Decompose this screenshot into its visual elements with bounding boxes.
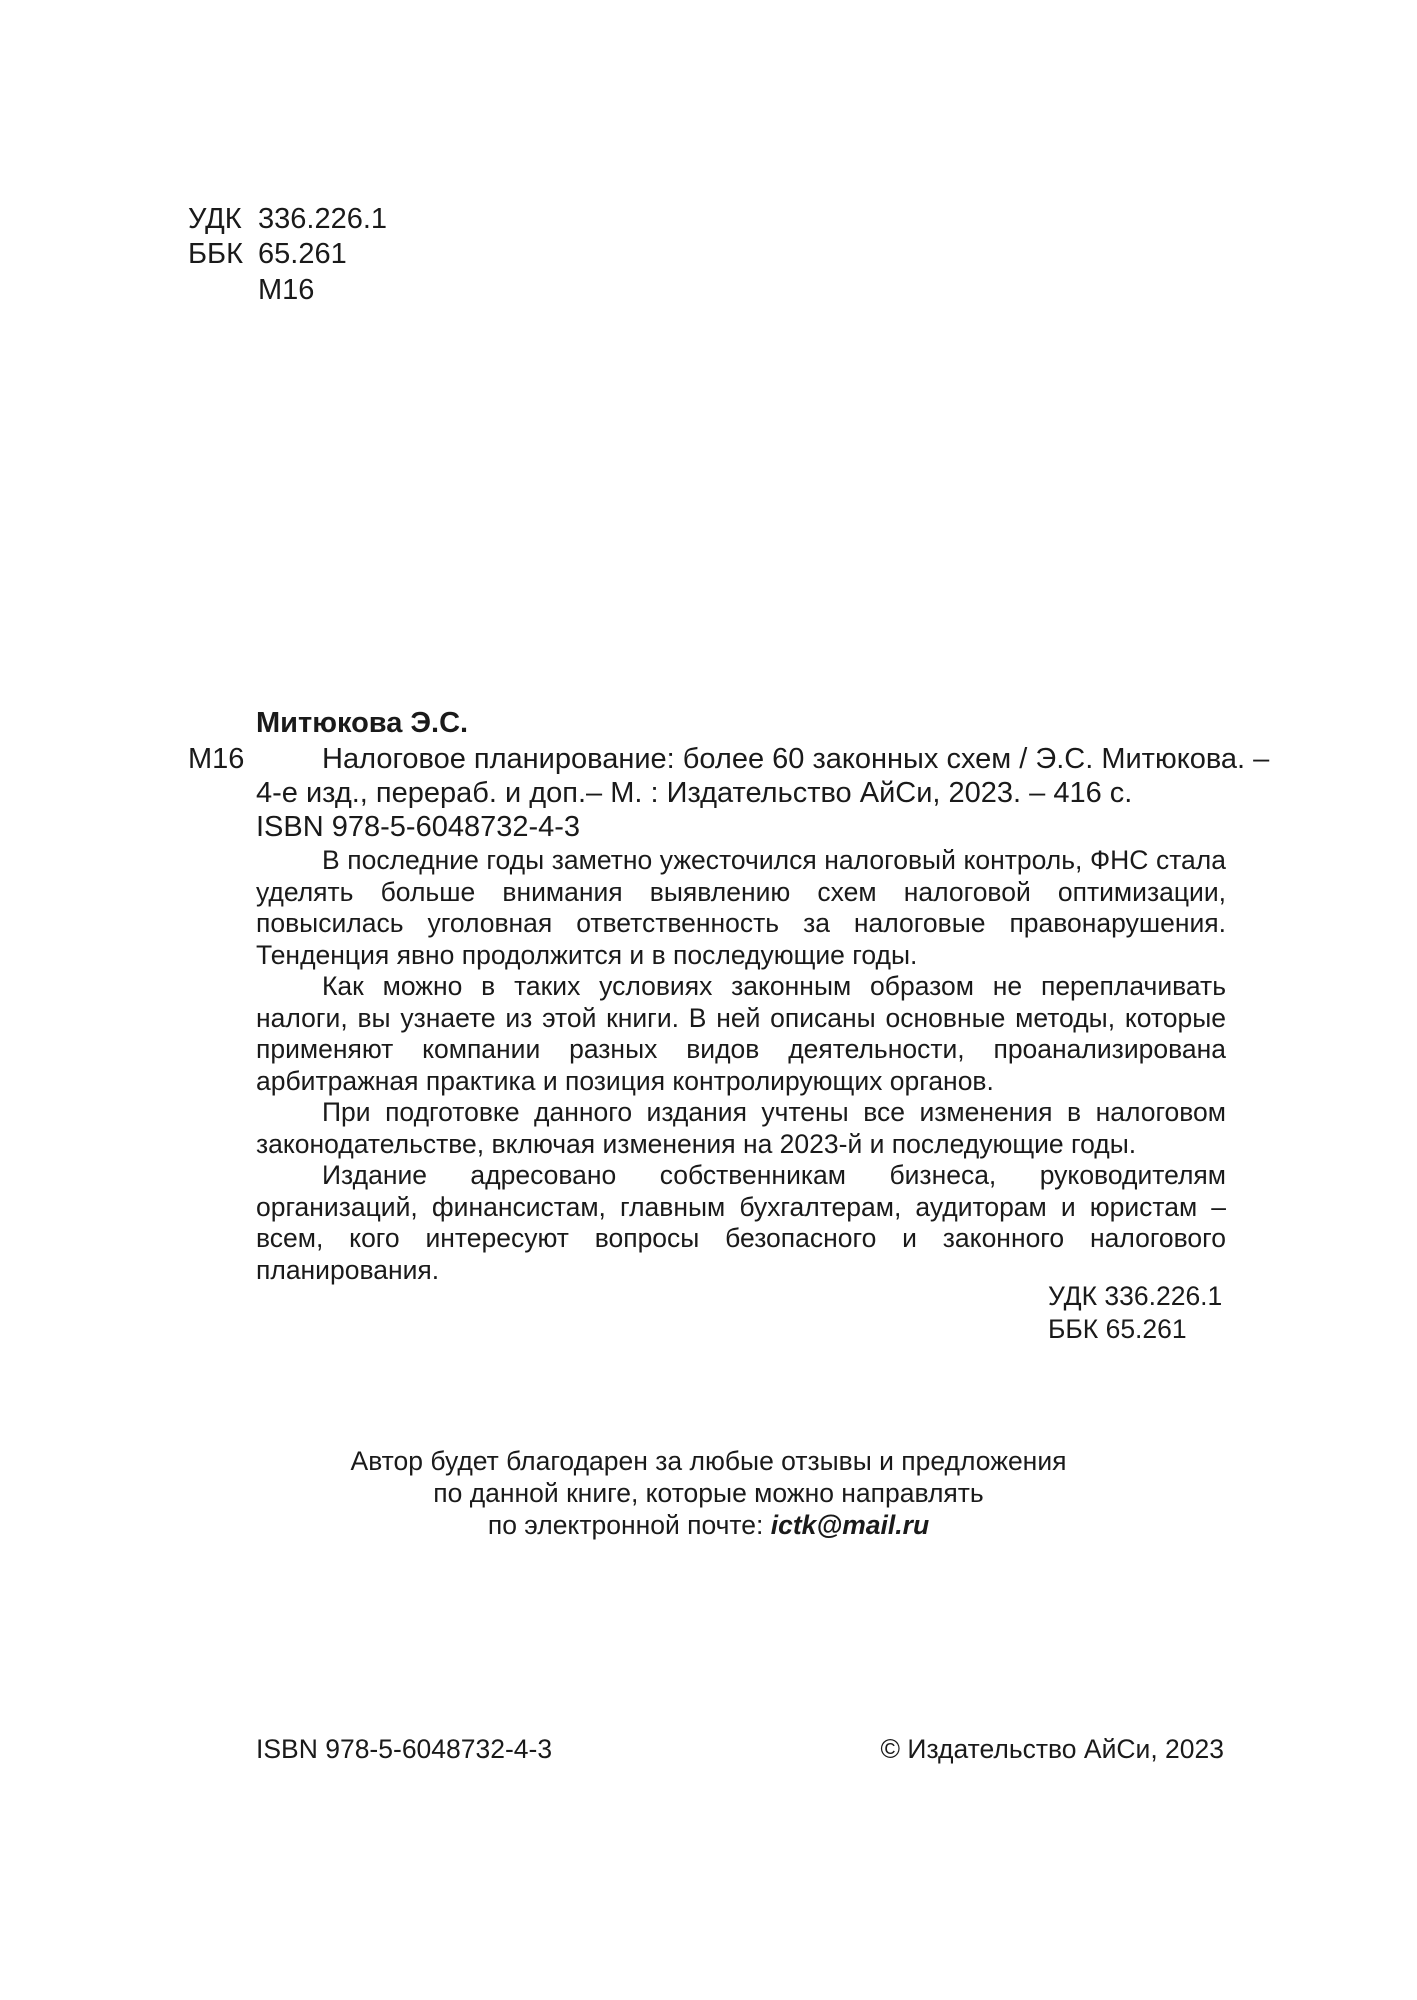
classification-codes-right (1048, 1280, 1222, 1346)
bbk-label: ББК (188, 238, 243, 270)
feedback-line-3 (0, 1509, 1417, 1541)
bib-author-sign: М16 (188, 743, 245, 775)
udk-right: УДК 336.226.1 (1048, 1281, 1223, 1311)
udk-code-row (188, 202, 387, 237)
feedback-note (0, 1445, 1417, 1541)
feedback-prefix: по электронной почте: (487, 1510, 771, 1540)
feedback-line-2: по данной книге, которые можно направлять (433, 1478, 984, 1508)
annotation-paragraph: При подготовке данного издания учтены все изменения в налоговом законодательстве, включая изменения на 2023-й и последующие годы. (256, 1097, 1226, 1159)
bbk-value: 65.261 (258, 238, 347, 270)
udk-label: УДК (188, 203, 242, 235)
feedback-line-1: Автор будет благодарен за любые отзывы и предложения (350, 1446, 1067, 1476)
email-link[interactable]: ictk@mail.ru (770, 1510, 930, 1540)
bib-edition-line: 4-е изд., перераб. и доп.– М. : Издательство АйСи, 2023. – 416 с. (256, 777, 1133, 809)
annotation-paragraph: В последние годы заметно ужесточился налоговый контроль, ФНС стала уделять больше внимания выявлению схем налоговой оптимизации, повысилась уголовная ответственность за налоговые правонарушения. Тенденция явно продолжится и в последующие годы. (256, 845, 1226, 970)
isbn-footer: ISBN 978-5-6048732-4-3 (256, 1734, 553, 1764)
bib-isbn-line: ISBN 978-5-6048732-4-3 (256, 811, 581, 843)
udk-value: 336.226.1 (258, 203, 388, 235)
annotation (256, 845, 1226, 1286)
annotation-paragraph: Издание адресовано собственникам бизнеса, руководителям организаций, финансистам, главным бухгалтерам, аудиторам и юристам – всем, кого интересуют вопросы безопасного и законного налогового планирования. (256, 1160, 1226, 1285)
annotation-paragraph: Как можно в таких условиях законным образом не переплачивать налоги, вы узнаете из этой книги. В ней описаны основные методы, которые применяют компании разных видов деятельности, проанализирована арбитражная практика и позиция контролирующих органов. (256, 971, 1226, 1096)
bbk-right: ББК 65.261 (1048, 1314, 1187, 1344)
author-sign-row (188, 273, 314, 308)
author-name: Митюкова Э.С. (256, 707, 469, 739)
author-sign: М16 (258, 274, 315, 306)
bbk-code-row (188, 237, 347, 272)
copyright-notice: © Издательство АйСи, 2023 (880, 1734, 1224, 1764)
bib-title-line: Налоговое планирование: более 60 законных схем / Э.С. Митюкова. – (322, 743, 1270, 775)
bibliographic-description (256, 742, 1270, 844)
